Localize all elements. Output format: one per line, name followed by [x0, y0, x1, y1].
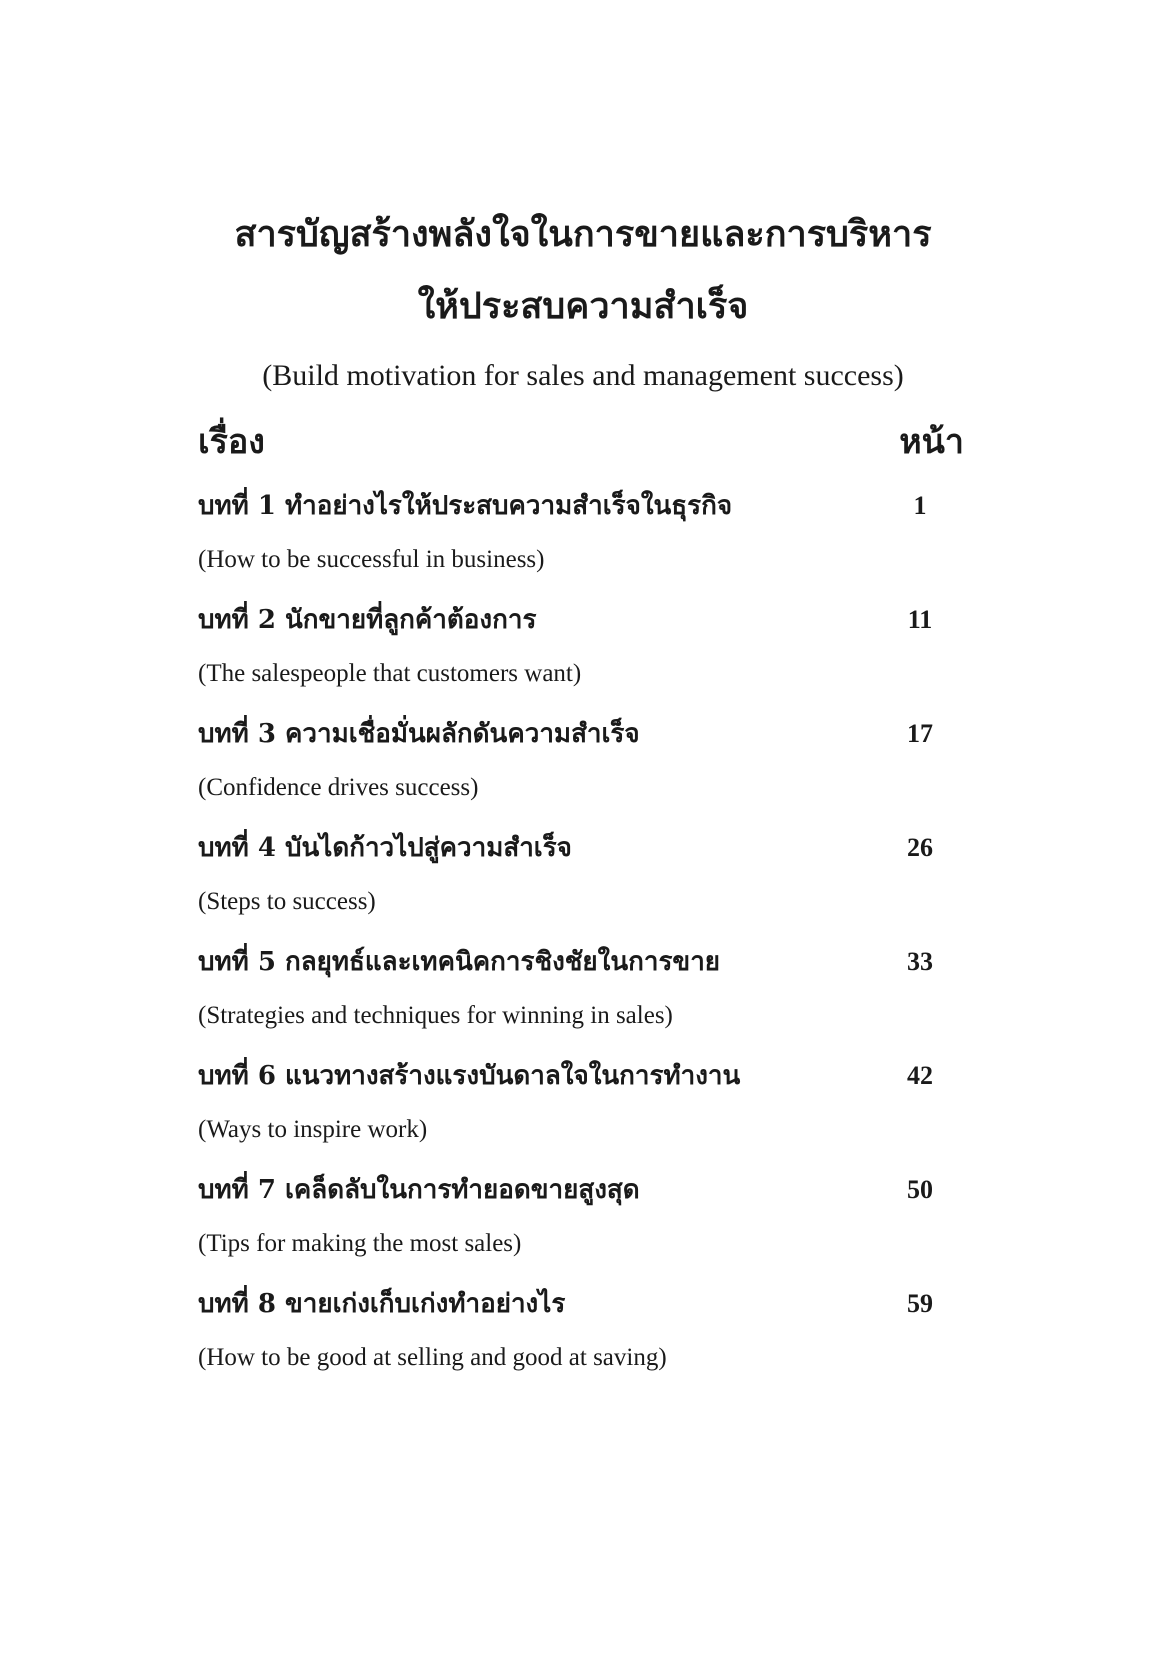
toc-entry-thai-title: บทที่ 3 ความเชื่อมั่นผลักดันความสำเร็จ — [198, 719, 640, 749]
toc-entry-page-number: 11 — [907, 605, 933, 634]
toc-entry-7 — [0, 1170, 1166, 1284]
toc-entry-english-title: (Steps to success) — [198, 888, 376, 915]
toc-entry-english-title: (The salespeople that customers want) — [198, 660, 582, 687]
toc-entry-page-number: 42 — [907, 1061, 933, 1090]
toc-entry-3 — [0, 714, 1166, 828]
toc-entry-6 — [0, 1056, 1166, 1170]
toc-entry-page-number: 50 — [907, 1175, 933, 1204]
column-header-topic: เรื่อง — [198, 422, 265, 462]
toc-entry-thai-title: บทที่ 2 นักขายที่ลูกค้าต้องการ — [198, 605, 537, 635]
toc-entry-english-title: (Confidence drives success) — [198, 774, 479, 801]
toc-entry-8 — [0, 1284, 1166, 1398]
table-of-contents — [0, 486, 1166, 1398]
column-header-page: หน้า — [899, 422, 964, 462]
toc-entry-thai-title: บทที่ 4 บันไดก้าวไปสู่ความสำเร็จ — [198, 833, 572, 863]
toc-entry-page-number: 17 — [907, 719, 933, 748]
toc-entry-english-title: (Ways to inspire work) — [198, 1116, 428, 1143]
toc-entry-1 — [0, 486, 1166, 600]
toc-entry-page-number: 59 — [907, 1289, 933, 1318]
toc-title-line-1: สารบัญสร้างพลังใจในการขายและการบริหาร — [234, 213, 932, 255]
toc-entry-thai-title: บทที่ 5 กลยุทธ์และเทคนิคการชิงชัยในการขาย — [198, 947, 721, 977]
toc-entry-english-title: (How to be successful in business) — [198, 546, 545, 573]
toc-entry-thai-title: บทที่ 7 เคล็ดลับในการทำยอดขายสูงสุด — [198, 1175, 640, 1205]
toc-entry-english-title: (Tips for making the most sales) — [198, 1230, 522, 1257]
toc-entry-page-number: 33 — [907, 947, 933, 976]
toc-entry-4 — [0, 828, 1166, 942]
toc-entry-2 — [0, 600, 1166, 714]
toc-entry-page-number: 26 — [907, 833, 933, 862]
toc-title-line-2: ให้ประสบความสำเร็จ — [417, 285, 749, 327]
toc-title-english: (Build motivation for sales and management success) — [262, 359, 904, 392]
toc-entry-thai-title: บทที่ 1 ทำอย่างไรให้ประสบความสำเร็จในธุรกิจ — [198, 491, 733, 521]
toc-entry-english-title: (Strategies and techniques for winning in sales) — [198, 1002, 673, 1029]
toc-entry-english-title: (How to be good at selling and good at saving) — [198, 1344, 667, 1371]
toc-entry-5 — [0, 942, 1166, 1056]
toc-entry-page-number: 1 — [913, 491, 927, 520]
toc-entry-thai-title: บทที่ 8 ขายเก่งเก็บเก่งทำอย่างไร — [198, 1289, 566, 1319]
toc-entry-thai-title: บทที่ 6 แนวทางสร้างแรงบันดาลใจในการทำงาน — [198, 1061, 741, 1091]
